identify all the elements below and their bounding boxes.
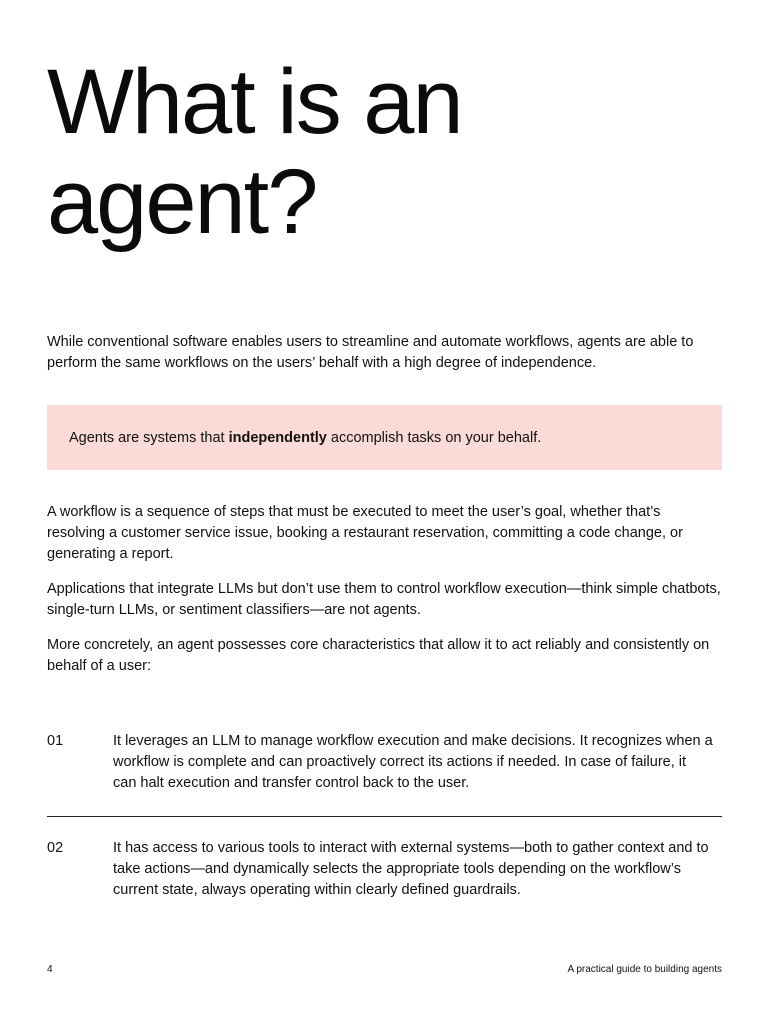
item-text: It has access to various tools to interact with external systems—both to gather context and to take actions—and dynamically selects the appropriate tools depending on the workflow’s current state, always operating within clearly defined guardrails. <box>113 840 709 898</box>
definition-callout <box>47 405 722 470</box>
workflow-paragraph: A workflow is a sequence of steps that must be executed to meet the user’s goal, whether that’s resolving a customer service issue, booking a restaurant reservation, committing a code change, or generating a report. <box>47 504 683 562</box>
item-divider <box>47 816 722 817</box>
characteristics-intro-paragraph: More concretely, an agent possesses core characteristics that allow it to act reliably and consistently on behalf of a user: <box>47 637 710 674</box>
footer-document-title: A practical guide to building agents <box>567 964 722 975</box>
item-number: 02 <box>47 840 64 856</box>
page-title-line-2: agent? <box>47 151 317 253</box>
page-title <box>47 52 462 252</box>
callout-text <box>69 430 541 446</box>
llm-applications-paragraph: Applications that integrate LLMs but don’t use them to control workflow execution—think simple chatbots, single-turn LLMs, or sentiment classifiers—are not agents. <box>47 581 721 618</box>
item-text: It leverages an LLM to manage workflow execution and make decisions. It recognizes when a workflow is complete and can proactively correct its actions if needed. In case of failure, it can halt execution and transfer control back to the user. <box>113 733 713 791</box>
callout-emphasis: independently <box>228 429 327 446</box>
callout-text-before: Agents are systems that <box>69 429 229 446</box>
item-number: 01 <box>47 733 64 749</box>
callout-text-after: accomplish tasks on your behalf. <box>326 429 542 446</box>
document-page <box>47 0 722 1024</box>
footer-page-number: 4 <box>47 964 53 975</box>
page-title-line-1: What is an <box>47 51 462 153</box>
intro-paragraph: While conventional software enables users to streamline and automate workflows, agents are able to perform the same workflows on the users’ behalf with a high degree of independence. <box>47 334 694 371</box>
